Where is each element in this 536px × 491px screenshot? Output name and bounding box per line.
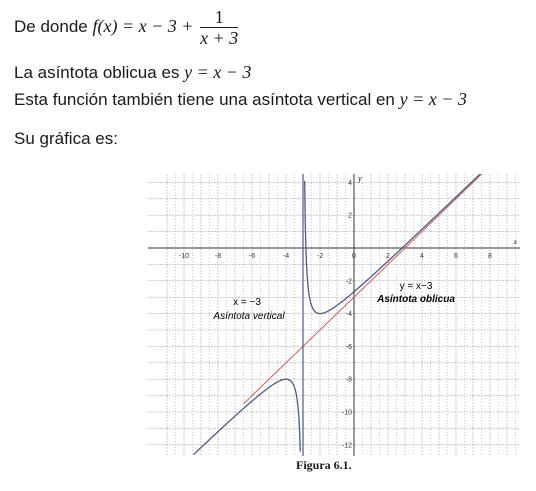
- x-tick-label: 6: [454, 253, 458, 260]
- line-graph-intro: Su gráfica es:: [14, 129, 118, 148]
- y-axis-label: y: [358, 174, 362, 183]
- function-curve-right-branch: [305, 174, 482, 314]
- y-tick-label: 2: [348, 212, 352, 220]
- line1-prefix: De donde: [14, 17, 88, 36]
- fraction-numerator: 1: [200, 7, 238, 28]
- y-tick-label: -10: [341, 409, 352, 417]
- y-tick-label: -8: [345, 376, 352, 384]
- x-tick-label: -2: [316, 253, 324, 260]
- oblique-formula: y = x − 3: [184, 62, 252, 82]
- fraction: [200, 7, 238, 48]
- axes: [148, 174, 520, 456]
- grid: [148, 174, 520, 456]
- x-axis-label: x: [513, 238, 517, 246]
- line-oblique-asymptote: [14, 62, 251, 83]
- x-tick-label: 0: [352, 253, 356, 260]
- function-formula: f(x) = x − 3 +: [92, 16, 194, 36]
- vertical-annotation-line1: x = −3: [233, 297, 261, 308]
- x-tick-label: 8: [488, 253, 492, 260]
- figure-caption: Figura 6.1.: [296, 458, 352, 472]
- y-tick-label: -4: [345, 311, 352, 319]
- fraction-denominator: x + 3: [200, 28, 239, 49]
- function-graph: [148, 174, 520, 456]
- y-tick-label: -2: [345, 278, 352, 286]
- oblique-annotation-line1: y = x−3: [399, 281, 433, 292]
- y-tick-label: -6: [345, 343, 352, 351]
- x-tick-label: -6: [248, 253, 256, 260]
- x-tick-label: 2: [386, 253, 390, 260]
- line3-prefix: Esta función también tiene una asíntota vertical en: [14, 90, 395, 109]
- vertical-annotation-line2: Asíntota vertical: [213, 311, 285, 322]
- y-tick-label: 4: [348, 179, 352, 187]
- line-vertical-asymptote: [14, 89, 467, 110]
- oblique-asymptote-line: [244, 174, 484, 404]
- y-tick-label: -12: [341, 442, 352, 450]
- x-tick-label: 4: [420, 253, 424, 260]
- line-function-definition: [14, 6, 239, 49]
- vertical-formula: y = x − 3: [399, 89, 467, 109]
- x-tick-label: -8: [214, 253, 222, 260]
- oblique-annotation-line2: Asíntota oblicua: [377, 294, 455, 305]
- line2-prefix: La asíntota oblicua es: [14, 63, 180, 82]
- x-tick-label: -4: [282, 253, 290, 260]
- x-tick-label: -10: [178, 253, 190, 260]
